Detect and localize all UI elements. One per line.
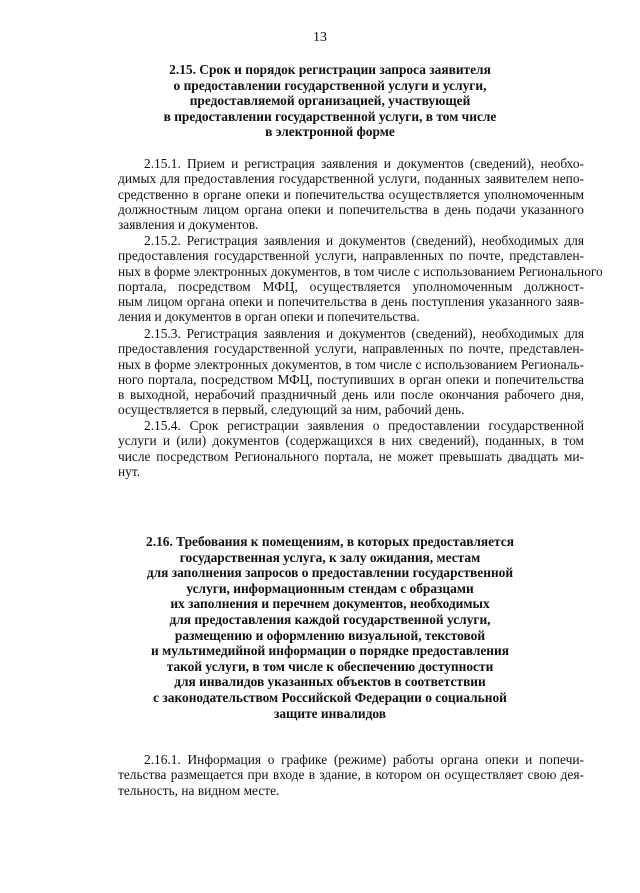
heading-line: о предоставлении государственной услуги и услуги, — [173, 77, 487, 93]
heading-line: в электронной форме — [265, 124, 395, 140]
text-line: предоставления государственной услуги, направленных по почте, представлен- — [118, 341, 584, 357]
heading-line: их заполнения и перечнем документов, необходимых — [170, 596, 490, 612]
text-line: заявления и документов. — [118, 217, 259, 233]
text-line: должностным лицом органа опеки и попечительства в день подачи указанного — [118, 201, 584, 217]
heading-line: для заполнения запросов о предоставлении государственной — [146, 565, 514, 581]
text-line: 2.15.4. Срок регистрации заявления о предоставлении государственной — [144, 418, 584, 433]
text-line: числе посредством Регионального портала, не может превышать двадцать ми- — [118, 448, 584, 464]
heading-line: услуги, информационным стендам с образцами — [186, 580, 474, 596]
text-line: ным лицом органа опеки и попечительства в день поступления указанного заяв- — [118, 294, 584, 310]
text-line: 2.16.1. Информация о графике (режиме) работы органа опеки и попечи- — [144, 752, 584, 767]
text-line: 2.15.3. Регистрация заявления и документов (сведений), необходимых для — [144, 326, 584, 341]
heading-line: 2.15. Срок и порядок регистрации запроса заявителя — [169, 62, 491, 77]
paragraph-2-15-4 — [118, 418, 584, 479]
heading-line: с законодательством Российской Федерации о социальной — [153, 689, 507, 705]
text-line: ных в форме электронных документов, в том числе с использованием Региональ- — [118, 356, 584, 372]
text-line: димых для предоставления государственной услуги, поданных заявителем непо- — [118, 171, 584, 187]
heading-line: такой услуги, в том числе к обеспечению доступности — [166, 658, 494, 674]
paragraph-2-15-3 — [118, 326, 584, 418]
heading-line: и мультимедийной информации о порядке предоставления — [151, 643, 509, 659]
heading-line: для предоставления каждой государственной услуги, — [169, 611, 491, 627]
text-line: ных в форме электронных документов, в том числе с использованием Регионального — [118, 263, 603, 279]
text-line: услуги и (или) документов (содержащихся в них сведений), поданных, в том — [118, 433, 584, 449]
heading-line: в предоставлении государственной услуги, в том числе — [163, 108, 497, 124]
heading-line: размещению и оформлению визуальной, текстовой — [174, 627, 486, 643]
paragraph-2-15-2 — [118, 233, 603, 325]
text-line: средственно в органе опеки и попечительства осуществляется уполномоченным — [118, 186, 584, 202]
heading-line: для инвалидов указанных объектов в соответствии — [174, 674, 486, 690]
paragraph-2-16-1 — [118, 752, 584, 798]
heading-line: государственная услуга, к залу ожидания, местам — [179, 549, 481, 565]
section-2-16-heading — [80, 534, 580, 721]
paragraph-2-15-1 — [118, 156, 584, 232]
text-line: 2.15.1. Прием и регистрация заявления и документов (сведений), необхо- — [144, 156, 584, 171]
text-line: в выходной, нерабочий праздничный день или после окончания рабочего дня, — [118, 387, 584, 403]
text-line: тельства размещается при входе в здание, в котором он осуществляет свою дея- — [118, 767, 584, 783]
text-line: ления и документов в орган опеки и попечительства. — [118, 309, 420, 325]
text-line: нут. — [118, 463, 141, 479]
text-line: ного портала, посредством МФЦ, поступивших в орган опеки и попечительства — [118, 371, 584, 387]
page-number: 13 — [313, 30, 327, 45]
section-2-15-heading — [80, 62, 580, 140]
text-line: осуществляется в первый, следующий за ним, рабочий день. — [118, 402, 465, 418]
text-line: портала, посредством МФЦ, осуществляется уполномоченным должност- — [118, 278, 584, 294]
text-line: тельность, на видном месте. — [118, 782, 280, 798]
heading-line: 2.16. Требования к помещениям, в которых предоставляется — [146, 534, 514, 549]
heading-line: защите инвалидов — [273, 705, 387, 721]
heading-line: предоставляемой организацией, участвующей — [189, 93, 471, 109]
text-line: 2.15.2. Регистрация заявления и документов (сведений), необходимых для — [144, 233, 584, 248]
text-line: предоставления государственной услуги, направленных по почте, представлен- — [118, 248, 584, 264]
